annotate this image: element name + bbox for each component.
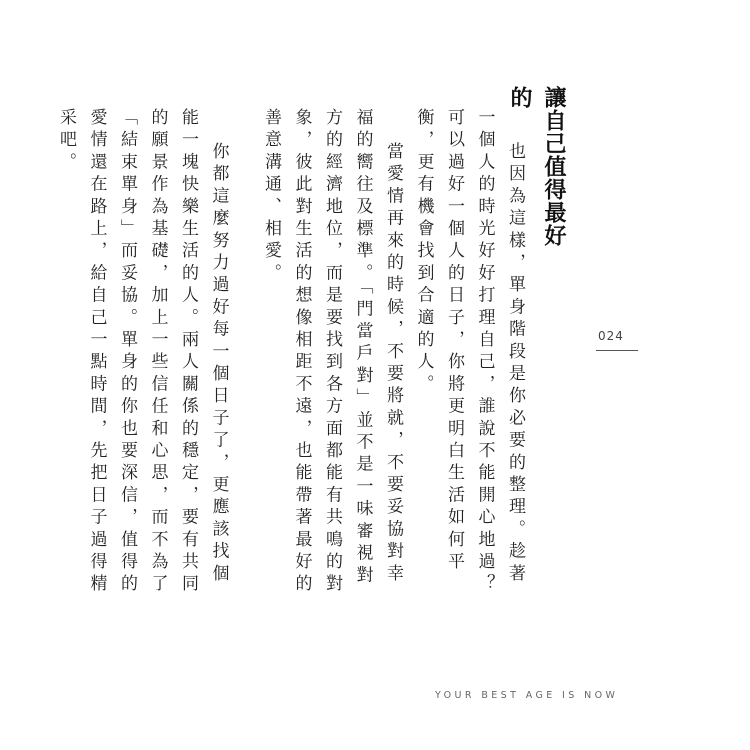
page-number: 024	[598, 329, 624, 343]
body-text	[56, 108, 530, 608]
chapter-heading: 讓自己值得最好的	[507, 86, 566, 247]
paragraph-3: 你都這麼努力過好每一個日子了，更應該找個能一塊快樂生活的人。兩人關係的穩定，要有共同的願景作為基礎，加上一些信任和心思，而不為了「結束單身」而妥協。單身的你也要深信，值得的愛情還在路上，給自己一點時間，先把日子過得精采吧。	[56, 108, 229, 597]
page-number-rule	[596, 350, 638, 351]
running-footer: YOUR BEST AGE IS NOW	[435, 690, 619, 701]
paragraph-1: 也因為這樣，單身階段是你必要的整理。趁著一個人的時光好好打理自己，誰說不能開心地過？可以過好一個人的日子，你將更明白生活如何平衡，更有機會找到合適的人。	[413, 108, 525, 597]
paragraph-2: 當愛情再來的時候，不要將就，不要妥協對幸福的嚮往及標準。「門當戶對」並不是一味審視對方的經濟地位，而是要找到各方面都能有共鳴的對象，彼此對生活的想像相距不遠，也能帶著最好的善意溝通、相愛。	[261, 108, 403, 597]
